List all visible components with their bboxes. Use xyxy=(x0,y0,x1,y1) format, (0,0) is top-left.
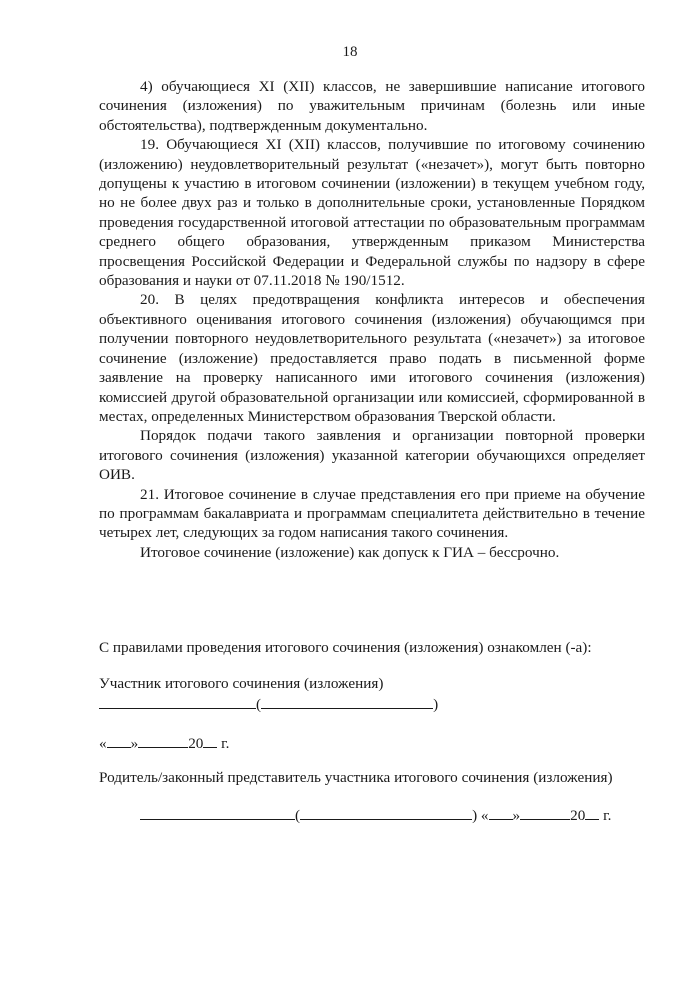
participant-date-row xyxy=(99,733,229,753)
paragraph-21: 21. Итоговое сочинение в случае представления его при приеме на обучение по программам бакалавриата и программам специалитета действительно в течение четырех лет, следующих за годом написания такого сочинения. xyxy=(99,485,645,542)
paragraph-item-4: 4) обучающиеся XI (XII) классов, не завершившие написание итогового сочинения (изложения) по уважительным причинам (болезнь или иные обстоятельства), подтвержденным документально. xyxy=(99,78,645,134)
parent-signature-row xyxy=(140,805,611,825)
paragraph-admission: Итоговое сочинение (изложение) как допуск к ГИА – бессрочно. xyxy=(140,543,560,561)
participant-signature-field[interactable] xyxy=(99,694,256,709)
open-paren: ( xyxy=(295,807,301,824)
parent-signature-field[interactable] xyxy=(140,805,295,820)
participant-name-field[interactable] xyxy=(261,694,433,709)
parent-month-field[interactable] xyxy=(520,805,570,820)
participant-month-field[interactable] xyxy=(138,733,188,748)
participant-label: Участник итогового сочинения (изложения) xyxy=(99,675,384,692)
parent-label: Родитель/законный представитель участника итогового сочинения (изложения) xyxy=(99,769,613,786)
paragraph-19: 19. Обучающиеся XI (XII) классов, получившие по итоговому сочинению (изложению) неудовлетворительный результат («незачет»), могут быть повторно допущены к участию в итоговом сочинении (изложении) в текущем учебном году, но не более двух раз и только в дополнительные сроки, установленные Порядком проведения государственной итоговой аттестации по образовательным программам среднего общего образования, утвержденным приказом Министерства просвещения Российской Федерации и Федеральной службы по надзору в сфере образования и науки от 07.11.2018 № 190/1512. xyxy=(99,136,645,290)
participant-day-field[interactable] xyxy=(107,733,131,748)
paragraph-20: 20. В целях предотвращения конфликта интересов и обеспечения объективного оценивания итогового сочинения (изложения) обучающимся при получении повторного неудовлетворительного результата («незачет») за итоговое сочинение (изложение) предоставляется право подать в письменной форме заявление на проверку написанного ими итогового сочинения (изложения) комиссией другой образовательной организации или комиссией, сформированной в местах, определенных Министерством образования Тверской области. xyxy=(99,291,645,425)
participant-year-field[interactable] xyxy=(203,733,217,748)
year-suffix: г. xyxy=(221,735,230,752)
quote-close: » xyxy=(512,807,521,824)
quote-open: « xyxy=(99,735,107,752)
paragraph-procedure: Порядок подачи такого заявления и организации повторной проверки итогового сочинения (изложения) указанной категории обучающихся определяет ОИВ. xyxy=(99,427,645,484)
document-body xyxy=(99,77,645,562)
quote-close: » xyxy=(130,735,139,752)
close-paren: ) xyxy=(433,696,439,713)
open-paren: ( xyxy=(256,696,262,713)
parent-name-field[interactable] xyxy=(300,805,472,820)
year-suffix: г. xyxy=(603,807,612,824)
participant-signature-row xyxy=(99,694,438,714)
page-number: 18 xyxy=(342,44,358,60)
year-prefix: 20 xyxy=(570,807,586,824)
close-paren: ) xyxy=(472,807,478,824)
acknowledgement-text: С правилами проведения итогового сочинения (изложения) ознакомлен (-а): xyxy=(99,639,592,656)
parent-year-field[interactable] xyxy=(585,805,599,820)
parent-day-field[interactable] xyxy=(489,805,513,820)
quote-open: « xyxy=(480,807,489,824)
year-prefix: 20 xyxy=(188,735,204,752)
